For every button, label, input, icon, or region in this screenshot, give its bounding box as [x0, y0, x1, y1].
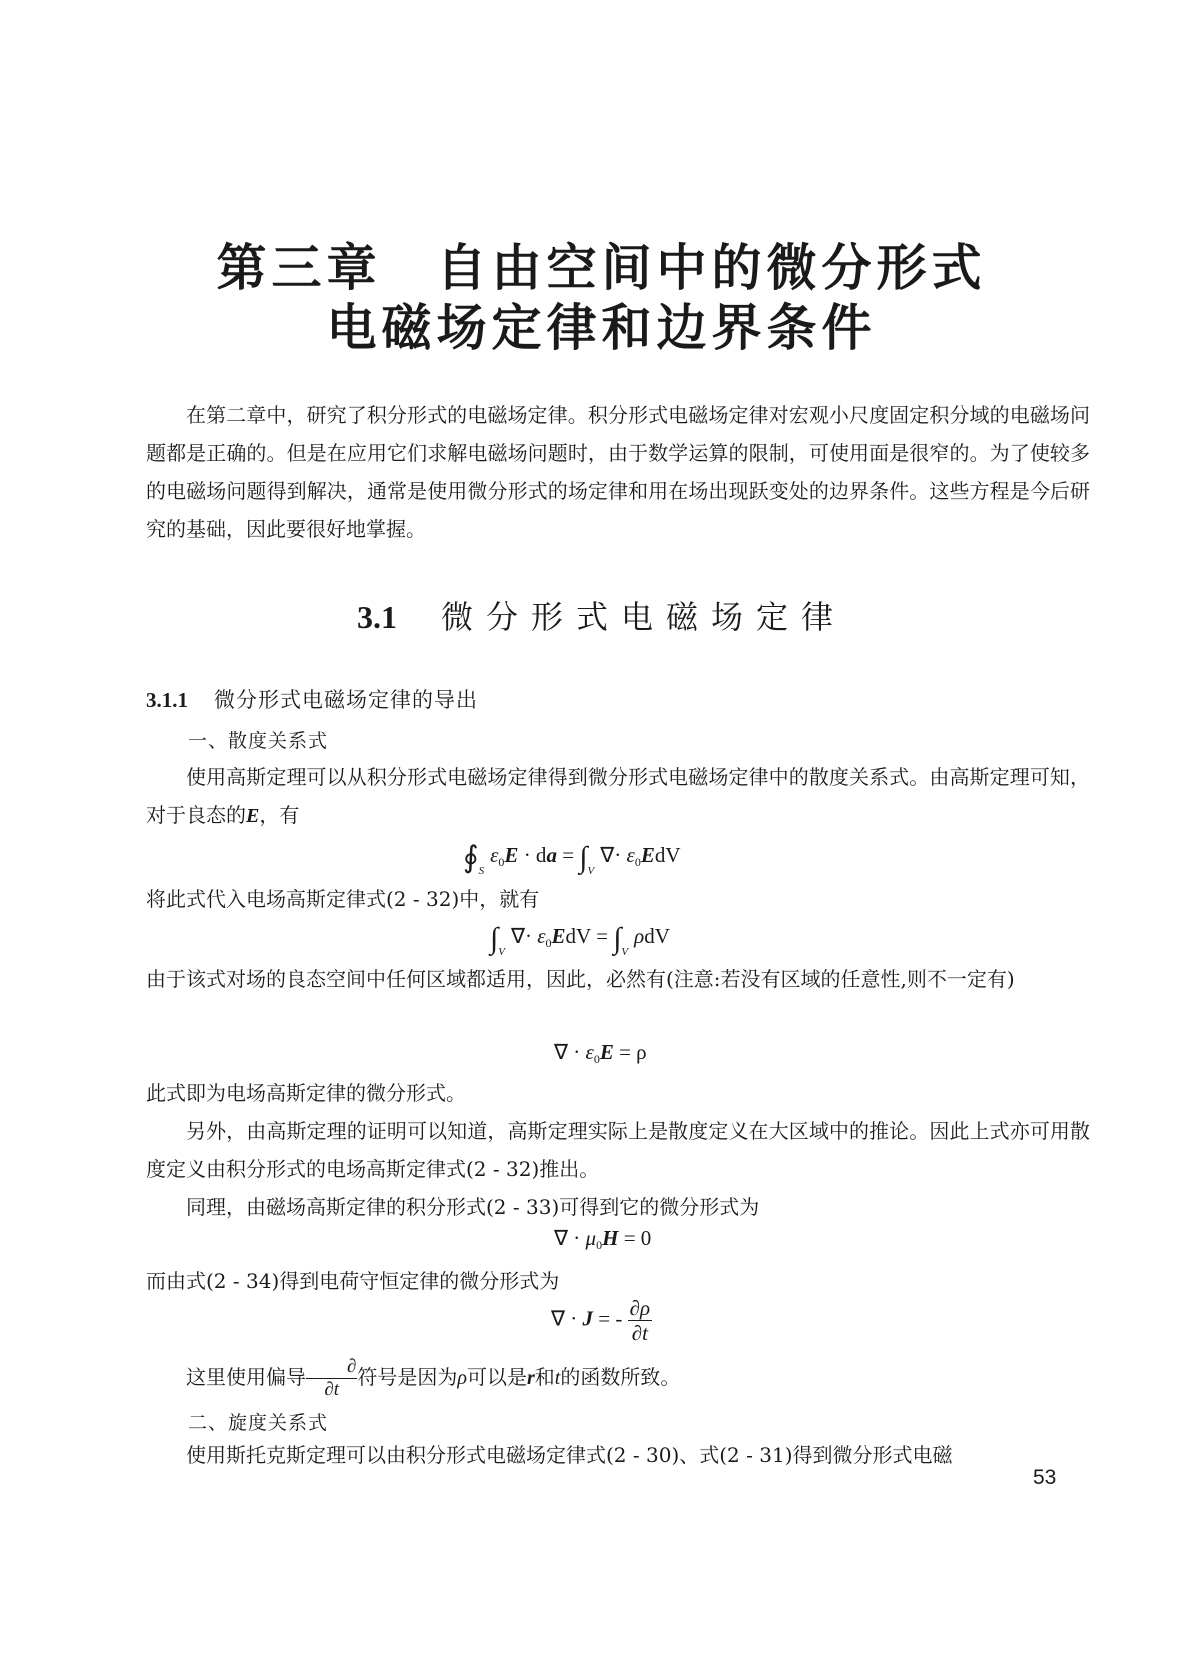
vector-symbol: r — [527, 1367, 535, 1389]
nabla-operator: ∇· — [510, 924, 538, 948]
paragraph-text: 的函数所致。 — [560, 1365, 681, 1389]
partial-derivative-fraction — [628, 1296, 652, 1345]
vector-symbol: J — [582, 1306, 594, 1331]
equation-rhs: = 0 — [618, 1226, 652, 1250]
page-number: 53 — [1033, 1466, 1057, 1489]
divergence-heading: 一、散度关系式 — [188, 730, 329, 752]
inline-partial-fraction — [306, 1356, 357, 1401]
paragraph-text: 使用高斯定理可以从积分形式电磁场定律得到微分形式电磁场定律中的散度关系式。由高斯定理可知，对于良态的 — [146, 765, 1090, 827]
nabla-operator: ∇ · — [551, 1306, 583, 1331]
integral-limit: S — [478, 865, 485, 877]
subscript: 0 — [634, 855, 641, 869]
rho-symbol: ρ — [457, 1367, 467, 1389]
integral-symbol: ∫ — [613, 922, 622, 955]
epsilon-symbol: ε — [537, 924, 546, 948]
paragraph-text: ，有 — [259, 803, 300, 827]
paragraph-text: 可以是 — [467, 1365, 527, 1389]
differential-form-paragraph: 此式即为电场高斯定律的微分形式。 — [146, 1081, 466, 1105]
section-heading — [0, 592, 1203, 638]
epsilon-symbol: ε — [585, 1040, 594, 1064]
differential: dV — [644, 924, 670, 948]
gauss-theorem-paragraph — [146, 758, 1090, 835]
equals-sign: = — [590, 924, 614, 948]
intro-paragraph: 在第二章中，研究了积分形式的电磁场定律。积分形式电磁场定律对宏观小尺度固定积分域的电磁场问题都是正确的。但是在应用它们求解电磁场问题时，由于数学运算的限制，可使用面是很窄的。为了使较多的电磁场问题得到解决，通常是使用微分形式的场定律和用在场出现跃变处的边界条件。这些方程是今后研究的基础，因此要很好地掌握。 — [146, 403, 1090, 541]
subsection-heading — [146, 684, 478, 714]
epsilon-symbol: ε — [490, 843, 499, 867]
fraction-numerator: ∂ — [306, 1356, 357, 1379]
nabla-operator: ∇ · — [554, 1226, 586, 1250]
subsection-title: 微分形式电磁场定律的导出 — [214, 688, 478, 712]
contour-integral-symbol: ∮ — [463, 841, 479, 874]
integral-limit: V — [498, 946, 505, 958]
partial-derivative-paragraph — [146, 1356, 1090, 1401]
vector-symbol: E — [640, 843, 655, 867]
substitution-paragraph: 将此式代入电场高斯定律式(2 - 32)中，就有 — [146, 887, 540, 911]
differential: dV — [565, 924, 591, 948]
differential: dV — [654, 843, 681, 867]
subscript: 0 — [593, 1052, 600, 1066]
equals-sign: = - — [593, 1306, 628, 1331]
stokes-paragraph: 使用斯托克斯定理可以由积分形式电磁场定律式(2 - 30)、式(2 - 31)得到微分形式电磁 — [186, 1443, 953, 1467]
fraction-numerator: ∂ρ — [629, 1296, 651, 1320]
subscript: 0 — [596, 1238, 603, 1252]
section-number: 3.1 — [356, 599, 397, 635]
vector-symbol: E — [504, 843, 519, 867]
vector-symbol: E — [551, 924, 566, 948]
equation-gauss-law-integral — [490, 922, 670, 958]
vector-symbol: a — [546, 843, 557, 867]
divergence-definition-paragraph: 另外，由高斯定理的证明可以知道，高斯定理实际上是散度定义在大区域中的推论。因此上式亦可用散度定义由积分形式的电场高斯定律式(2 - 32)推出。 — [146, 1119, 1090, 1181]
chapter-title-line2: 电磁场定律和边界条件 — [326, 299, 877, 357]
charge-conservation-paragraph: 而由式(2 - 34)得到电荷守恒定律的微分形式为 — [146, 1269, 560, 1293]
nabla-operator: ∇ · — [554, 1040, 586, 1064]
variable-symbol: t — [554, 1367, 561, 1389]
paragraph-text: 符号是因为 — [357, 1365, 458, 1389]
rho-symbol: ρ — [634, 924, 645, 948]
integral-symbol: ∫ — [490, 922, 499, 955]
section-title: 微分形式电磁场定律 — [440, 598, 846, 636]
operator: · d — [518, 843, 547, 867]
equation-charge-conservation — [551, 1296, 652, 1345]
epsilon-symbol: ε — [626, 843, 635, 867]
subscript: 0 — [545, 936, 552, 950]
vector-symbol: E — [599, 1040, 614, 1064]
fraction-denominator: ∂t — [631, 1321, 648, 1345]
subsection-number: 3.1.1 — [146, 688, 188, 712]
region-arbitrary-paragraph: 由于该式对场的良态空间中任何区域都适用，因此，必然有(注意:若没有区域的任意性,则不一定有) — [146, 967, 1015, 991]
integral-limit: V — [587, 865, 595, 877]
equation-magnetic-gauss-law — [554, 1226, 651, 1253]
fraction-denominator: ∂t — [324, 1379, 340, 1400]
paragraph-text: 和 — [534, 1365, 555, 1389]
curl-heading: 二、旋度关系式 — [188, 1412, 329, 1434]
integral-limit: V — [621, 946, 629, 958]
magnetic-gauss-paragraph: 同理，由磁场高斯定律的积分形式(2 - 33)可得到它的微分形式为 — [186, 1195, 760, 1219]
subscript: 0 — [498, 855, 505, 869]
chapter-title-line1: 第三章 自由空间中的微分形式 — [216, 239, 987, 297]
equation-rhs: = ρ — [613, 1040, 647, 1064]
vector-symbol: H — [602, 1226, 619, 1250]
paragraph-text: 这里使用偏导 — [186, 1365, 306, 1389]
equation-gauss-theorem — [463, 840, 681, 877]
equals-sign: = — [556, 843, 580, 867]
vector-symbol: E — [246, 805, 260, 827]
equation-gauss-law-differential — [554, 1040, 647, 1067]
nabla-operator: ∇· — [600, 843, 627, 867]
integral-symbol: ∫ — [579, 841, 588, 874]
mu-symbol: μ — [585, 1226, 597, 1250]
